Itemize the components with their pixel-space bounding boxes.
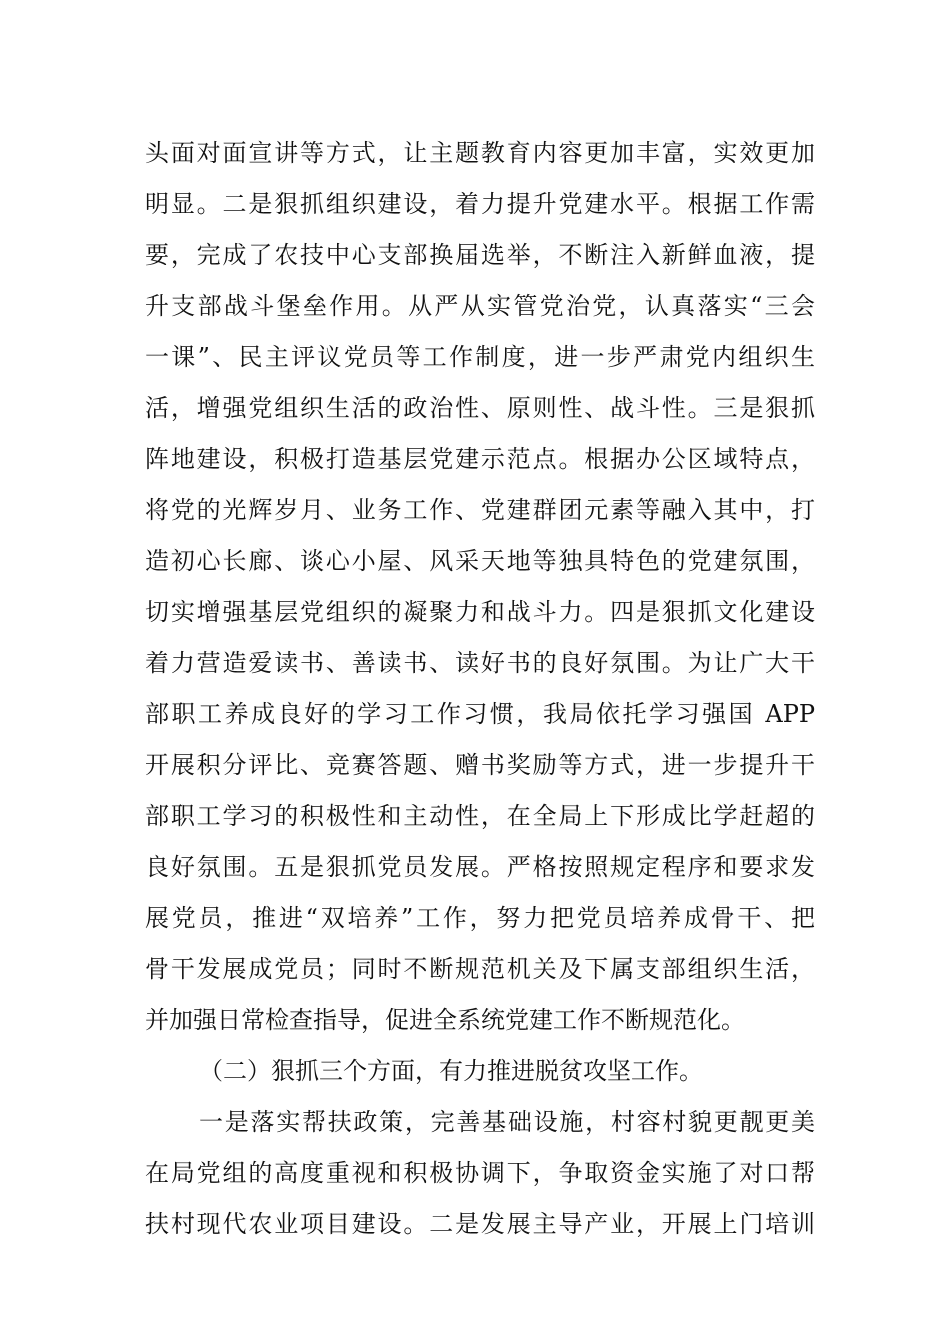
- paragraph-line: 造初心长廊、谈心小屋、风采天地等独具特色的党建氛围，: [145, 547, 815, 575]
- paragraph-line: 头面对面宣讲等方式，让主题教育内容更加丰富，实效更加: [145, 139, 815, 167]
- paragraph-line: 活，增强党组织生活的政治性、原则性、战斗性。三是狠抓: [145, 394, 815, 422]
- section-heading: （二）狠抓三个方面，有力推进脱贫攻坚工作。: [199, 1057, 703, 1085]
- paragraph-line: 展党员，推进“双培养”工作，努力把党员培养成骨干、把: [145, 904, 815, 932]
- paragraph-line: 明显。二是狠抓组织建设，着力提升党建水平。根据工作需: [145, 190, 815, 218]
- paragraph-line: 骨干发展成党员；同时不断规范机关及下属支部组织生活，: [145, 955, 815, 983]
- paragraph-line: 要，完成了农技中心支部换届选举，不断注入新鲜血液，提: [145, 241, 815, 269]
- paragraph-line: 切实增强基层党组织的凝聚力和战斗力。四是狠抓文化建设: [145, 598, 815, 626]
- paragraph-line: 部职工养成良好的学习工作习惯，我局依托学习强国 APP: [145, 700, 815, 728]
- paragraph-line: 部职工学习的积极性和主动性，在全局上下形成比学赶超的: [145, 802, 815, 830]
- paragraph-line: 一是落实帮扶政策，完善基础设施，村容村貌更靓更美: [199, 1108, 815, 1136]
- paragraph-line: 在局党组的高度重视和积极协调下，争取资金实施了对口帮: [145, 1159, 815, 1187]
- paragraph-line: 一课”、民主评议党员等工作制度，进一步严肃党内组织生: [145, 343, 815, 371]
- paragraph-line: 良好氛围。五是狠抓党员发展。严格按照规定程序和要求发: [145, 853, 815, 881]
- document-body: [145, 128, 815, 1250]
- paragraph-line: 开展积分评比、竞赛答题、赠书奖励等方式，进一步提升干: [145, 751, 815, 779]
- paragraph-line: 并加强日常检查指导，促进全系统党建工作不断规范化。: [145, 1006, 745, 1034]
- paragraph-line: 着力营造爱读书、善读书、读好书的良好氛围。为让广大干: [145, 649, 815, 677]
- paragraph-line: 升支部战斗堡垒作用。从严从实管党治党，认真落实“三会: [145, 292, 815, 320]
- paragraph-line: 将党的光辉岁月、业务工作、党建群团元素等融入其中，打: [145, 496, 815, 524]
- paragraph-line: 扶村现代农业项目建设。二是发展主导产业，开展上门培训: [145, 1210, 815, 1238]
- paragraph-line: 阵地建设，积极打造基层党建示范点。根据办公区域特点，: [145, 445, 815, 473]
